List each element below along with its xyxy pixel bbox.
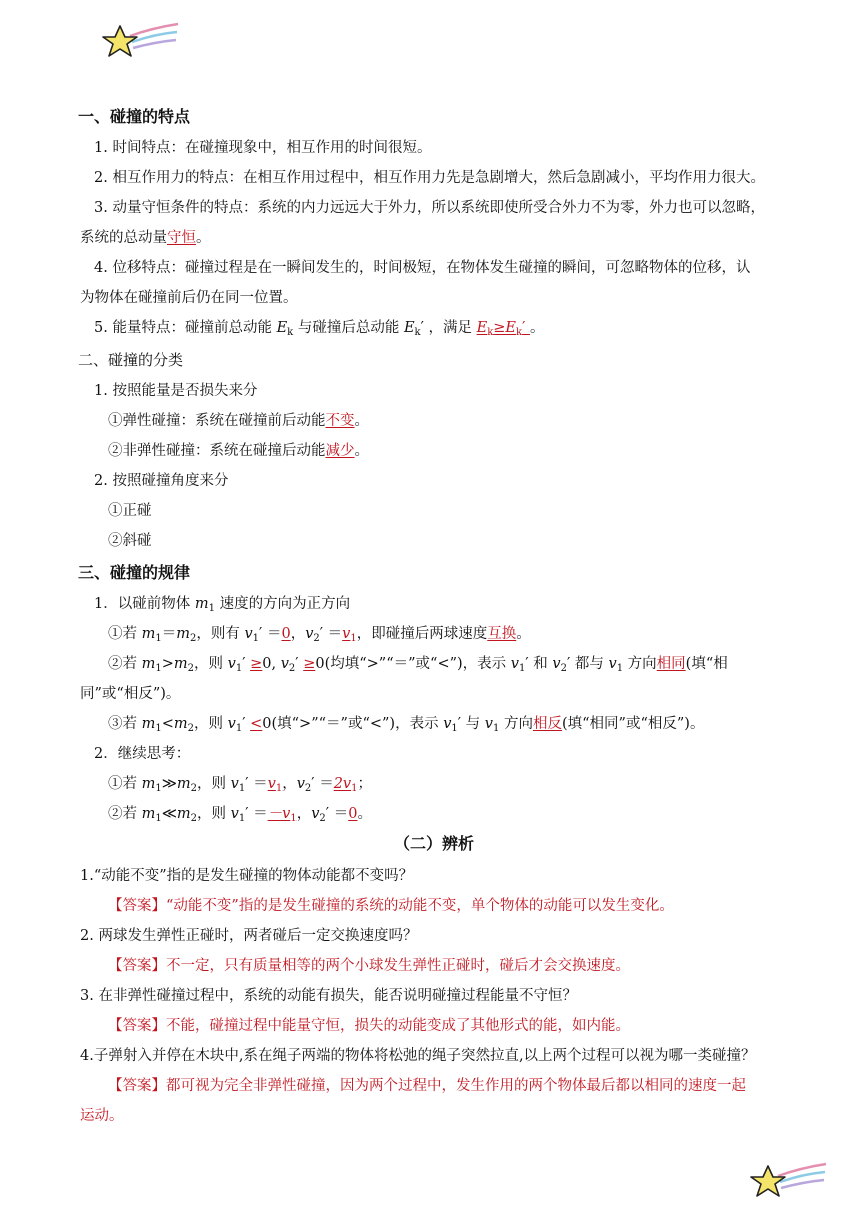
answer-blank: 守恒	[167, 230, 196, 246]
shooting-star-icon	[748, 1158, 828, 1204]
list-item-cont: 为物体在碰撞前后仍在同一位置。	[80, 290, 298, 306]
list-item: ②若 $m_1>m_2$，则 $v_1' \ge 0$, $v_2' \ge 0$(均填“>”“＝”或“<”)，表示 $v_1'$ 和 $v_2'$ 都与 $v_1$ 方向相同(填“相	[108, 656, 728, 674]
answer: 【答案】不一定，只有质量相等的两个小球发生弹性正碰时，碰后才会交换速度。	[108, 958, 630, 974]
question: 3. 在非弹性碰撞过程中，系统的动能有损失，能否说明碰撞过程能量不守恒？	[80, 988, 577, 1004]
question: 1.“动能不变”指的是发生碰撞的物体动能都不变吗？	[80, 868, 414, 884]
list-item: ①正碰	[108, 503, 152, 519]
list-item: ②斜碰	[108, 533, 152, 549]
answer-cont: 运动。	[80, 1108, 124, 1124]
list-item: 5. 能量特点：碰撞前总动能 $E_k$ 与碰撞后总动能 $E_k'$ ，满足 $E_k\ge E_k'$ 。	[94, 320, 545, 338]
answer-blank: 不变	[325, 413, 355, 429]
list-item: 1. 按照能量是否损失来分	[94, 383, 258, 399]
list-item: 2. 相互作用力的特点：在相互作用过程中，相互作用力先是急剧增大，然后急剧减小，平均作用力很大。	[94, 170, 765, 186]
section-heading-features: 一、碰撞的特点	[78, 107, 191, 126]
section-heading-laws: 三、碰撞的规律	[78, 563, 191, 582]
question: 4.子弹射入并停在木块中,系在绳子两端的物体将松弛的绳子突然拉直,以上两个过程可以视为哪一类碰撞？	[80, 1048, 756, 1064]
answer: 【答案】都可视为完全非弹性碰撞，因为两个过程中，发生作用的两个物体最后都以相同的速度一起	[108, 1078, 746, 1094]
list-item: ②非弹性碰撞：系统在碰撞后动能减少。	[108, 443, 369, 459]
answer-blank: $E_k\ge E_k'$	[476, 320, 530, 338]
answer: 【答案】不能，碰撞过程中能量守恒，损失的动能变成了其他形式的能，如内能。	[108, 1018, 630, 1034]
answer-blank: 减少	[325, 443, 355, 459]
list-item: 2．继续思考：	[94, 746, 191, 762]
list-item: ①弹性碰撞：系统在碰撞前后动能不变。	[108, 413, 369, 429]
list-item: 1. 时间特点：在碰撞现象中，相互作用的时间很短。	[94, 140, 432, 156]
list-item: ①若 $m_1≫m_2$，则 $v_1' =v_1$，$v_2' =2v_1$；	[108, 776, 372, 794]
list-item-cont: 同”或“相反”)。	[80, 686, 181, 702]
list-item: ②若 $m_1≪m_2$，则 $v_1' =-v_1$，$v_2' =0$。	[108, 806, 372, 824]
list-item: 1．以碰前物体 $m_1$ 速度的方向为正方向	[94, 596, 351, 614]
section-heading-analysis: （二）辨析	[393, 834, 474, 853]
question: 2. 两球发生弹性正碰时，两者碰后一定交换速度吗？	[80, 928, 418, 944]
list-item: ③若 $m_1<m_2$，则 $v_1' <0$(填“>”“＝”或“<”)，表示 $v_1'$ 与 $v_1$ 方向相反(填“相同”或“相反”)。	[108, 716, 705, 734]
list-item: ①若 $m_1=m_2$，则有 $v_1' =0$，$v_2' =v_1$，即碰撞后两球速度互换。	[108, 626, 531, 644]
list-item: 3. 动量守恒条件的特点：系统的内力远远大于外力，所以系统即使所受合外力不为零，外力也可以忽略，	[94, 200, 765, 216]
list-item-cont: 系统的总动量守恒。	[80, 230, 211, 246]
list-item: 2. 按照碰撞角度来分	[94, 473, 229, 489]
list-item: 4. 位移特点：碰撞过程是在一瞬间发生的，时间极短，在物体发生碰撞的瞬间，可忽略物体的位移，认	[94, 260, 751, 276]
answer: 【答案】“动能不变”指的是发生碰撞的系统的动能不变，单个物体的动能可以发生变化。	[108, 898, 674, 914]
section-heading-classification: 二、碰撞的分类	[78, 351, 184, 369]
shooting-star-icon	[100, 18, 180, 64]
